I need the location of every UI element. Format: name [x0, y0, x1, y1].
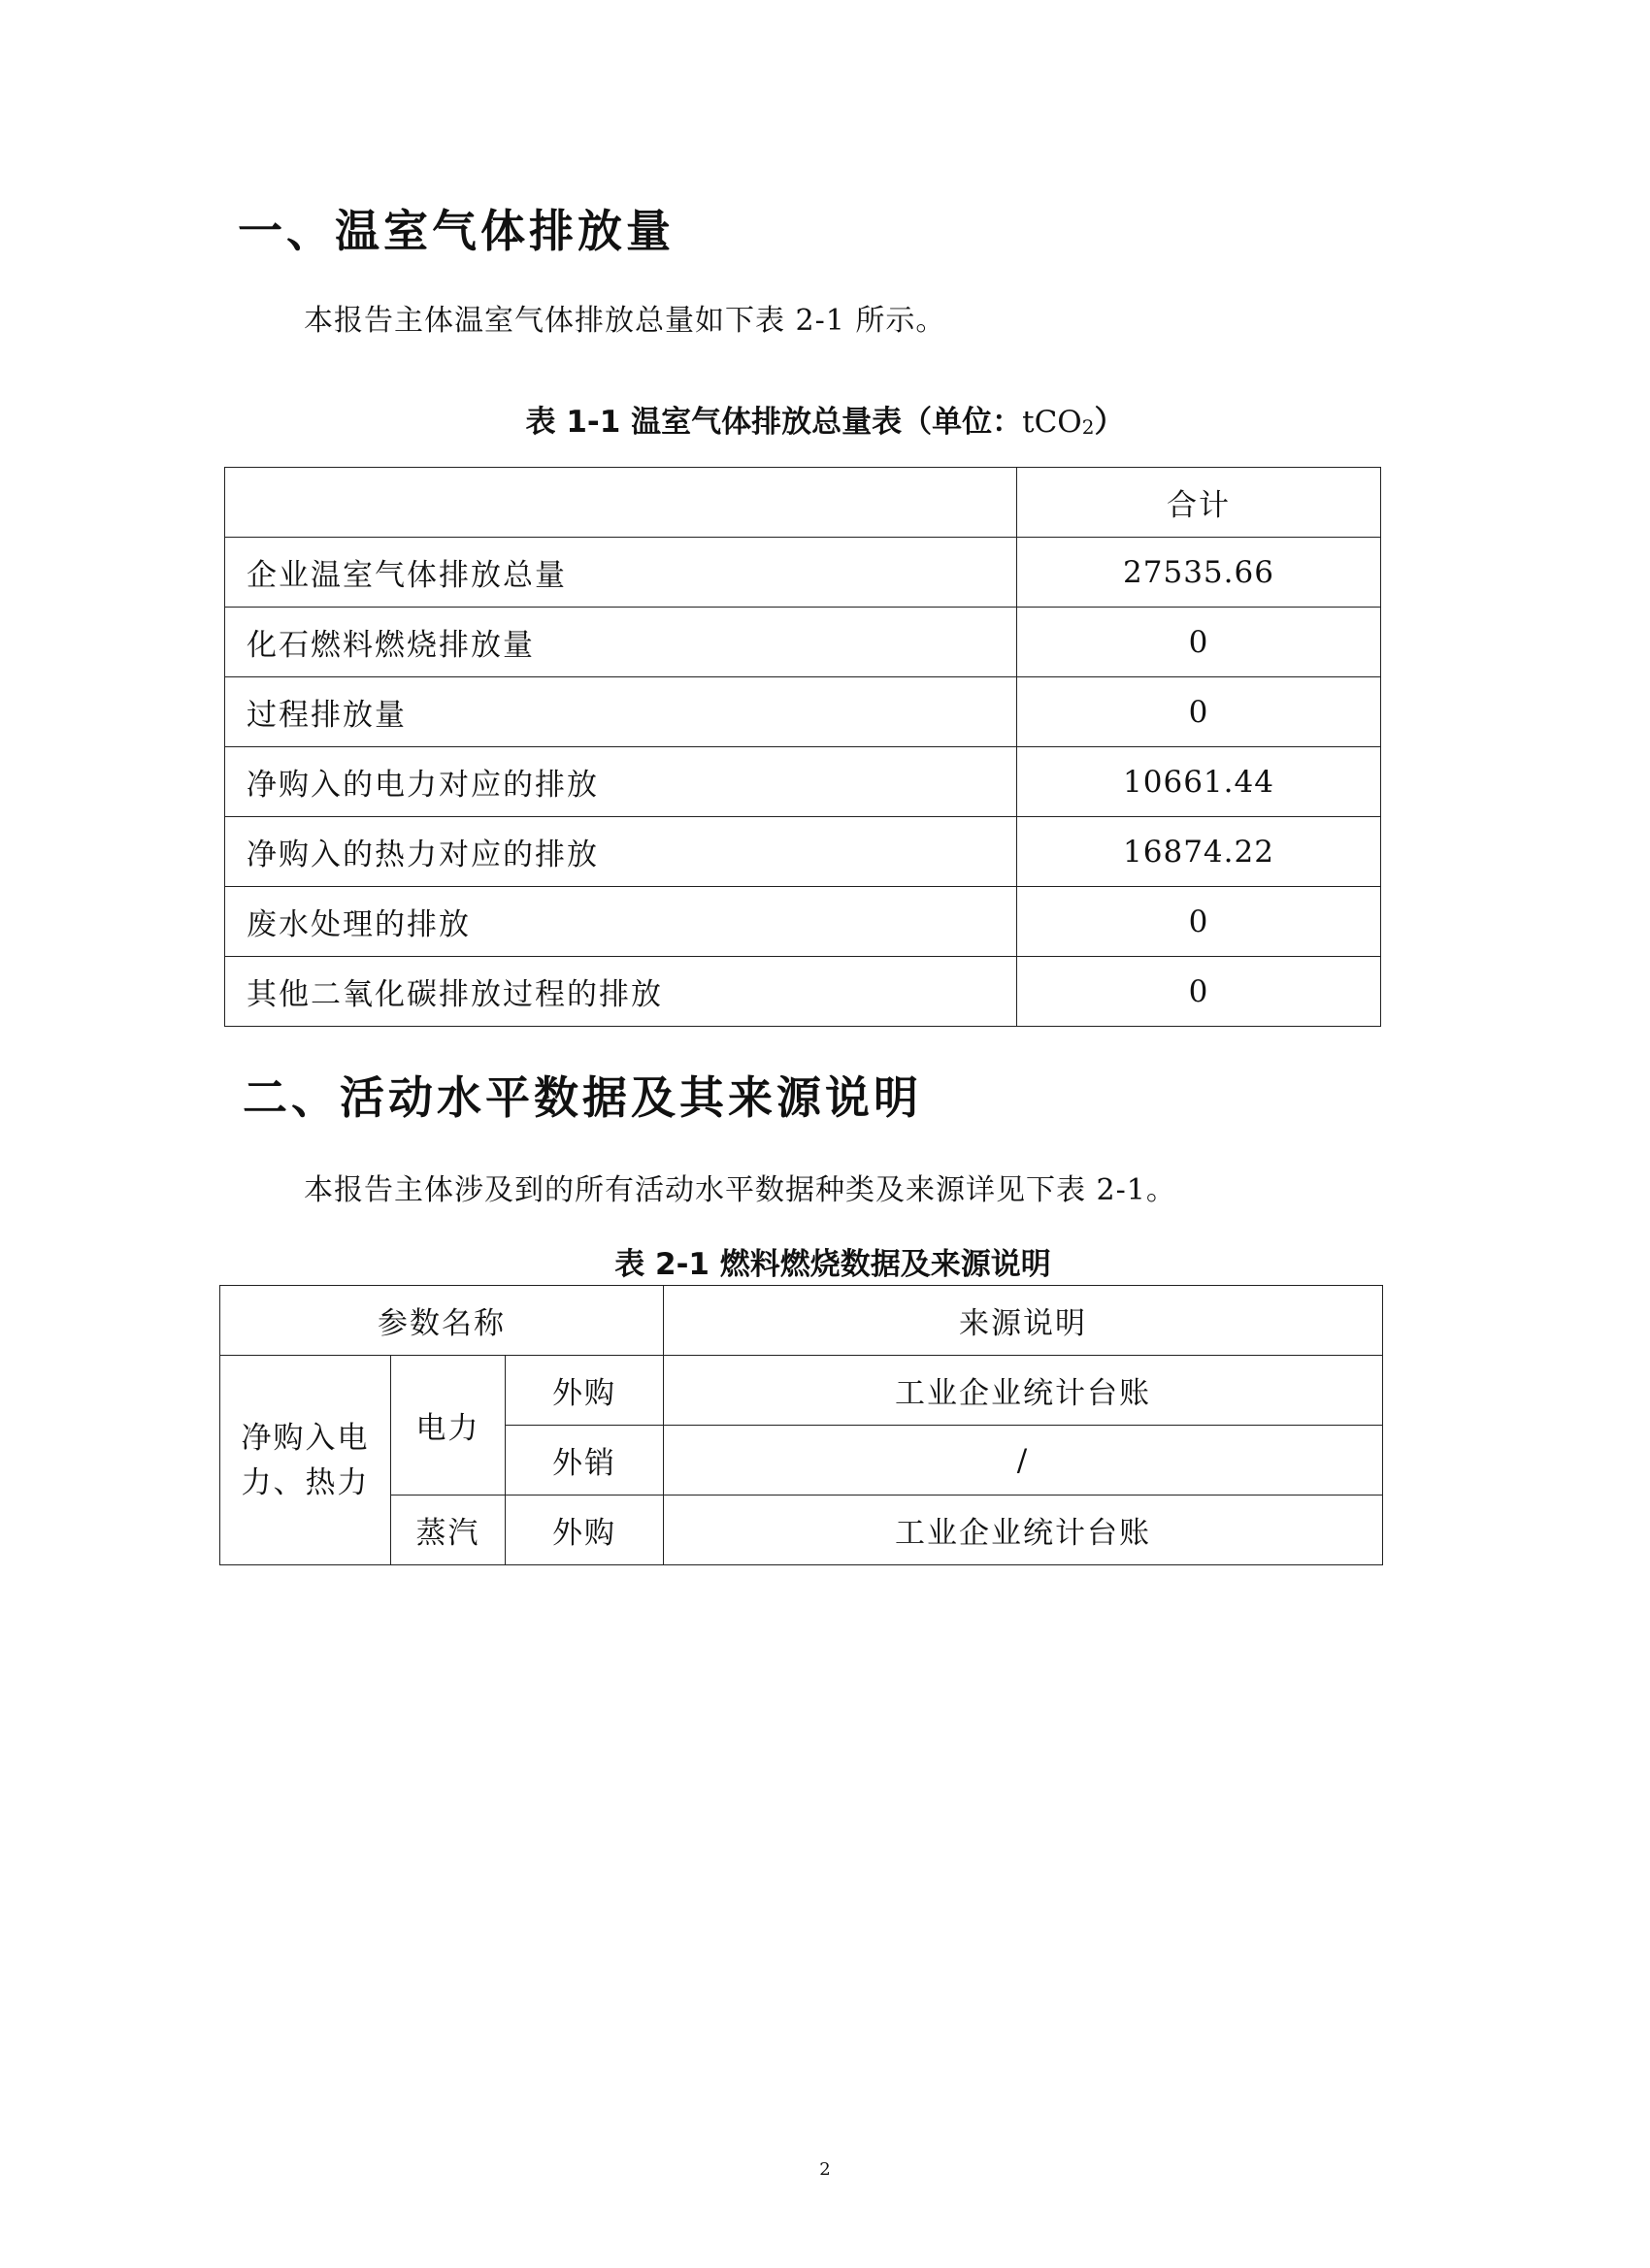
table-row	[225, 747, 1381, 817]
table-row	[225, 817, 1381, 887]
header-source: 来源说明	[664, 1286, 1383, 1356]
table-caption-close: ）	[1094, 405, 1125, 440]
section-intro-paragraph: 本报告主体温室气体排放总量如下表 2-1 所示。	[304, 304, 946, 338]
section-heading-activity-data: 二、活动水平数据及其来源说明	[243, 1071, 922, 1124]
table-caption-emissions	[0, 405, 1650, 440]
table-row	[225, 608, 1381, 677]
row-label: 净购入的热力对应的排放	[225, 817, 1017, 887]
row-source: 工业企业统计台账	[664, 1356, 1383, 1426]
table-row	[220, 1356, 1383, 1426]
activity-data-table	[219, 1285, 1383, 1565]
row-type: 外销	[506, 1426, 664, 1496]
row-value: 0	[1017, 957, 1381, 1027]
row-value: 27535.66	[1017, 538, 1381, 608]
row-label: 其他二氧化碳排放过程的排放	[225, 957, 1017, 1027]
row-value: 0	[1017, 887, 1381, 957]
row-label: 净购入的电力对应的排放	[225, 747, 1017, 817]
row-label: 废水处理的排放	[225, 887, 1017, 957]
table-row	[225, 957, 1381, 1027]
table-header-empty-cell	[225, 468, 1017, 538]
group-label-text: 净购入电力、热力	[241, 1420, 370, 1500]
row-label: 企业温室气体排放总量	[225, 538, 1017, 608]
row-value: 16874.22	[1017, 817, 1381, 887]
table-header-row	[225, 468, 1381, 538]
emissions-table	[224, 467, 1381, 1027]
category-electricity: 电力	[391, 1356, 506, 1496]
table-header-row	[220, 1286, 1383, 1356]
page-number: 2	[819, 2159, 831, 2180]
row-value: 10661.44	[1017, 747, 1381, 817]
table-caption-unit: tCO$_2$	[1022, 405, 1095, 440]
category-steam: 蒸汽	[391, 1496, 506, 1565]
row-type: 外购	[506, 1356, 664, 1426]
row-value: 0	[1017, 677, 1381, 747]
group-label	[220, 1356, 391, 1565]
row-source: 工业企业统计台账	[664, 1496, 1383, 1565]
row-label: 化石燃料燃烧排放量	[225, 608, 1017, 677]
table-header-total: 合计	[1017, 468, 1381, 538]
table-row	[225, 887, 1381, 957]
table-row	[225, 677, 1381, 747]
section-heading-emissions: 一、温室气体排放量	[238, 205, 675, 257]
table-caption-text: 表 1-1 温室气体排放总量表（单位：	[525, 405, 1023, 440]
row-label: 过程排放量	[225, 677, 1017, 747]
table-row	[225, 538, 1381, 608]
table-row	[220, 1496, 1383, 1565]
section-intro-paragraph: 本报告主体涉及到的所有活动水平数据种类及来源详见下表 2-1。	[304, 1173, 1176, 1207]
header-param-name: 参数名称	[220, 1286, 664, 1356]
row-source: /	[664, 1426, 1383, 1496]
row-value: 0	[1017, 608, 1381, 677]
row-type: 外购	[506, 1496, 664, 1565]
table-caption-fuel: 表 2-1 燃料燃烧数据及来源说明	[614, 1247, 1051, 1282]
